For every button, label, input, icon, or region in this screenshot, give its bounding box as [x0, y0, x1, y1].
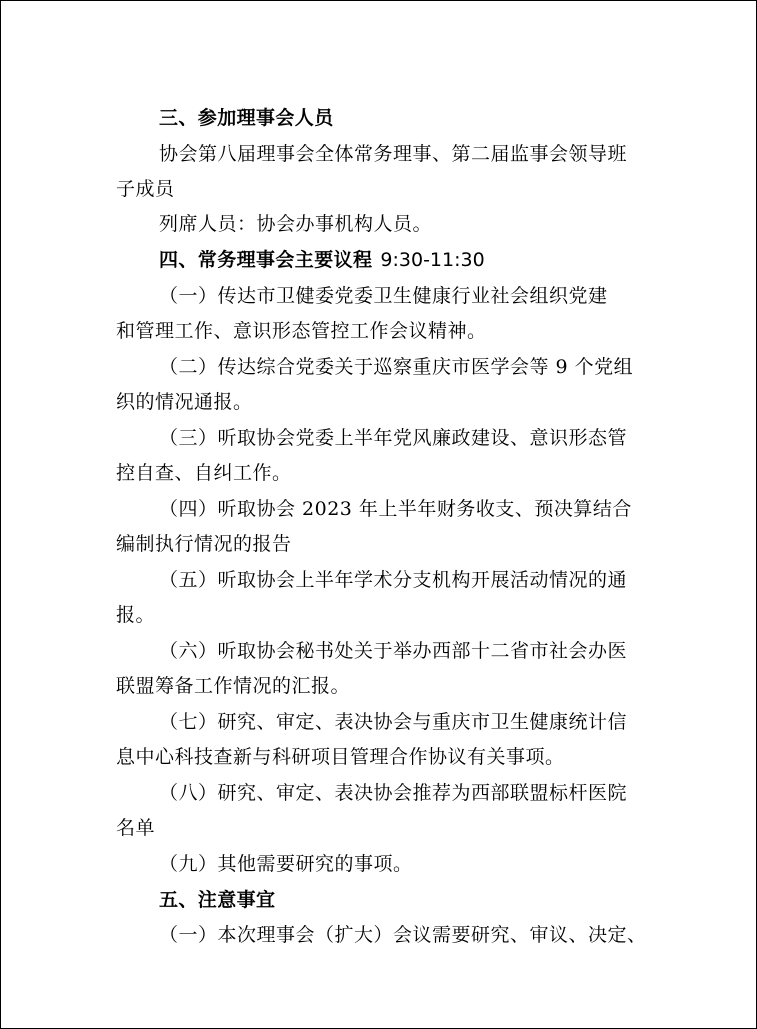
- section-three-para1-line1: 协会第八届理事会全体常务理事、第二届监事会领导班: [159, 143, 628, 165]
- section-three-para1-line2: 子成员: [116, 178, 175, 200]
- agenda-time: 9:30-11:30: [380, 249, 485, 271]
- section-three-para2: 列席人员：协会办事机构人员。: [159, 213, 433, 235]
- agenda-item-3-line2: 控自查、自纠工作。: [116, 462, 292, 484]
- agenda-item-5-line1: （五）听取协会上半年学术分支机构开展活动情况的通: [159, 569, 628, 591]
- agenda-item-7-line2: 息中心科技查新与科研项目管理合作协议有关事项。: [116, 746, 565, 768]
- agenda-item-5-line2: 报。: [116, 604, 156, 626]
- agenda-item-1-line1: （一）传达市卫健委党委卫生健康行业社会组织党建: [159, 285, 608, 307]
- section-five-heading: 五、注意事宜: [159, 889, 276, 911]
- section-four-heading-text: 四、常务理事会主要议程: [159, 249, 373, 271]
- section-four-heading: [159, 245, 485, 272]
- agenda-item-6-line2: 联盟筹备工作情况的汇报。: [116, 675, 351, 697]
- agenda-item-4-line1: （四）听取协会 2023 年上半年财务收支、预决算结合: [159, 498, 632, 520]
- agenda-item-7-line1: （七）研究、审定、表决协会与重庆市卫生健康统计信: [159, 711, 628, 733]
- agenda-item-1-line2: 和管理工作、意识形态管控工作会议精神。: [116, 320, 487, 342]
- agenda-item-4-line2: 编制执行情况的报告: [116, 533, 292, 555]
- agenda-item-2-line2: 织的情况通报。: [116, 391, 253, 413]
- agenda-item-2-line1: （二）传达综合党委关于巡察重庆市医学会等 9 个党组: [159, 356, 634, 378]
- agenda-item-6-line1: （六）听取协会秘书处关于举办西部十二省市社会办医: [159, 640, 628, 662]
- agenda-item-8-line1: （八）研究、审定、表决协会推荐为西部联盟标杆医院: [159, 782, 628, 804]
- section-three-heading: 三、参加理事会人员: [159, 107, 334, 129]
- agenda-item-3-line1: （三）听取协会党委上半年党风廉政建设、意识形态管: [159, 427, 628, 449]
- section-five-item1-line1: （一）本次理事会（扩大）会议需要研究、审议、决定、: [159, 924, 647, 946]
- agenda-item-8-line2: 名单: [116, 817, 156, 839]
- agenda-item-9-line1: （九）其他需要研究的事项。: [159, 853, 413, 875]
